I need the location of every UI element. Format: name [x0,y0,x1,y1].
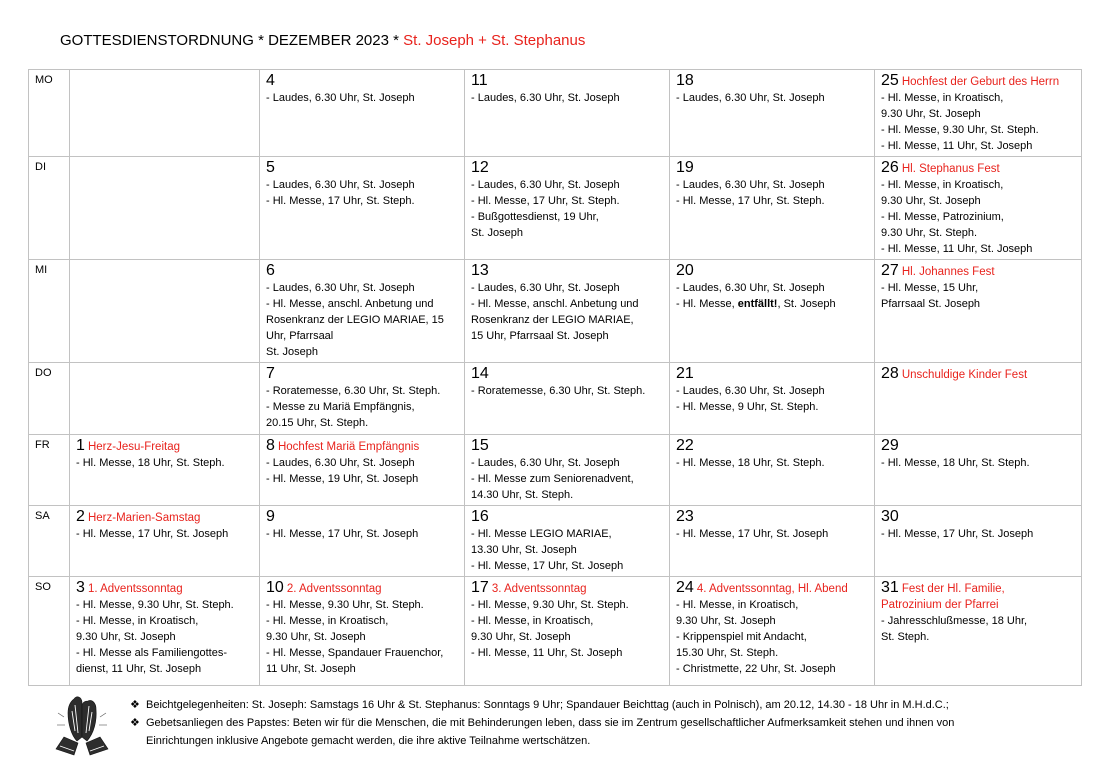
day-number: 16 [471,508,489,525]
footer-item-prayer-cont [130,732,1090,750]
service-entry: 20.15 Uhr, St. Steph. [266,417,369,429]
day-header [471,579,663,597]
day-number: 25 [881,72,899,89]
day-number: 4 [266,72,275,89]
day-cell [70,70,260,157]
day-header [266,365,458,383]
day-cell [465,577,670,686]
day-header [471,72,663,90]
service-entry: - Hl. Messe, 9.30 Uhr, St. Steph. [266,599,424,611]
day-header [76,508,253,526]
service-entry: - Messe zu Mariä Empfängnis, [266,401,415,413]
weekday-label: SA [29,506,70,577]
service-entry: - Hl. Messe, 9.30 Uhr, St. Steph. [881,124,1039,136]
day-number: 5 [266,159,275,176]
day-header [266,159,458,177]
day-number: 11 [471,72,488,89]
day-cell [670,157,875,260]
service-entry: 15 Uhr, Pfarrsaal St. Joseph [471,330,609,342]
service-entry: - Hl. Messe, Patrozinium, [881,211,1004,223]
service-entry: - Hl. Messe, 17 Uhr, St. Joseph [676,528,829,540]
day-header [881,365,1075,383]
calendar-row-mi [29,260,1082,363]
service-entry: 9.30 Uhr, St. Steph. [881,227,978,239]
day-header [76,579,253,597]
diamond-bullet-icon: ❖ [130,699,140,711]
day-cell [875,577,1082,686]
cancelled-label: entfällt! [737,298,778,310]
weekday-label: MI [29,260,70,363]
day-header [676,437,868,455]
day-cell [260,70,465,157]
day-cell [260,506,465,577]
service-entry: - Laudes, 6.30 Uhr, St. Joseph [676,92,825,104]
service-entry: - Hl. Messe, 9 Uhr, St. Steph. [676,401,819,413]
day-cell [70,506,260,577]
day-number: 19 [676,159,694,176]
service-entry-text: - Hl. Messe, [676,298,738,310]
service-entry: - Hl. Messe, 15 Uhr, [881,282,979,294]
day-header [471,365,663,383]
feast-label: 2. Adventssonntag [286,583,382,595]
day-cell [70,577,260,686]
service-entry: - Hl. Messe, in Kroatisch, [881,92,1004,104]
service-entry: - Krippenspiel mit Andacht, [676,631,807,643]
feast-label: Hochfest der Geburt des Herrn [901,76,1060,88]
day-number: 14 [471,365,489,382]
service-entry: - Laudes, 6.30 Uhr, St. Joseph [266,457,415,469]
service-entry: 9.30 Uhr, St. Joseph [266,631,366,643]
day-cell [875,435,1082,506]
day-cell [875,260,1082,363]
day-header [881,437,1075,455]
calendar-row-mo [29,70,1082,157]
day-number: 18 [676,72,694,89]
service-entry: - Hl. Messe, 9.30 Uhr, St. Steph. [471,599,629,611]
service-entry: St. Joseph [266,346,318,358]
service-entry: - Laudes, 6.30 Uhr, St. Joseph [676,179,825,191]
day-header [881,579,1075,597]
service-entry: Uhr, Pfarrsaal [266,330,334,342]
day-number: 3 [76,579,85,596]
service-entry: - Hl. Messe, 11 Uhr, St. Joseph [881,243,1033,255]
service-entry: 11 Uhr, St. Joseph [266,663,356,675]
calendar-row-do [29,363,1082,435]
service-entry: - Hl. Messe zum Seniorenadvent, [471,473,634,485]
service-entry: 9.30 Uhr, St. Joseph [676,615,776,627]
feast-label: Hl. Johannes Fest [901,266,995,278]
service-entry: - Christmette, 22 Uhr, St. Joseph [676,663,836,675]
day-header [266,579,458,597]
day-number: 27 [881,262,899,279]
day-cell [875,506,1082,577]
day-number: 1 [76,437,85,454]
day-header [471,508,663,526]
day-cell [875,363,1082,435]
service-entry: - Laudes, 6.30 Uhr, St. Joseph [266,92,415,104]
service-entry: - Bußgottesdienst, 19 Uhr, [471,211,599,223]
praying-hands-icon [44,693,120,765]
service-entry: - Laudes, 6.30 Uhr, St. Joseph [471,457,620,469]
day-header [676,365,868,383]
day-cell [875,70,1082,157]
day-header [471,262,663,280]
feast-label: 3. Adventssonntag [491,583,587,595]
day-number: 7 [266,365,275,382]
service-entry-text: , St. Joseph [777,298,836,310]
calendar-row-fr [29,435,1082,506]
day-cell [670,363,875,435]
day-cell [260,577,465,686]
calendar-body [29,70,1082,686]
service-entry: - Hl. Messe, 18 Uhr, St. Steph. [76,457,225,469]
service-entry: - Hl. Messe, 17 Uhr, St. Joseph [266,528,419,540]
day-cell [465,157,670,260]
calendar-row-so [29,577,1082,686]
footer-item-confession [130,696,1090,714]
service-entry: 9.30 Uhr, St. Joseph [881,108,981,120]
weekday-label: MO [29,70,70,157]
service-entry: - Hl. Messe, in Kroatisch, [471,615,594,627]
service-entry: - Hl. Messe, 17 Uhr, St. Steph. [676,195,825,207]
day-number: 20 [676,262,694,279]
day-number: 2 [76,508,85,525]
service-entry: 9.30 Uhr, St. Joseph [76,631,176,643]
service-entry: Rosenkranz der LEGIO MARIAE, [471,314,634,326]
day-number: 17 [471,579,489,596]
service-entry: 14.30 Uhr, St. Steph. [471,489,574,501]
day-cell [465,260,670,363]
diamond-bullet-icon: ❖ [130,717,140,729]
service-entry: Rosenkranz der LEGIO MARIAE, 15 [266,314,444,326]
service-entry: - Hl. Messe, Spandauer Frauenchor, [266,647,444,659]
day-header [676,159,868,177]
day-header [266,72,458,90]
weekday-label: DI [29,157,70,260]
day-header [881,508,1075,526]
weekday-label: SO [29,577,70,686]
day-header [881,159,1075,177]
day-number: 6 [266,262,275,279]
footer-notes [130,696,1090,750]
day-cell [670,70,875,157]
day-number: 31 [881,579,899,596]
service-entry: - Hl. Messe, 19 Uhr, St. Joseph [266,473,419,485]
day-number: 12 [471,159,489,176]
day-number: 15 [471,437,489,454]
day-cell [670,577,875,686]
service-entry: - Hl. Messe, in Kroatisch, [266,615,389,627]
day-header [676,579,868,597]
service-entry: - Hl. Messe, 9.30 Uhr, St. Steph. [76,599,234,611]
service-entry: - Hl. Messe, 17 Uhr, St. Joseph [881,528,1034,540]
service-entry: Pfarrsaal St. Joseph [881,298,981,310]
service-entry: - Hl. Messe als Familiengottes- [76,647,227,659]
day-number: 9 [266,508,275,525]
prayer-text-line-1: Gebetsanliegen des Papstes: Beten wir für die Menschen, die mit Behinderungen leben, dass sie im Zentrum gesellschaftlicher Aufmerksamkeit stehen und ihnen von [146,717,955,729]
service-entry: - Hl. Messe, 18 Uhr, St. Steph. [676,457,825,469]
feast-label: Herz-Jesu-Freitag [87,441,180,453]
feast-label-continued: Patrozinium der Pfarrei [881,599,999,611]
day-header [266,508,458,526]
service-entry: - Hl. Messe, 17 Uhr, St. Joseph [76,528,229,540]
day-header [881,72,1075,90]
day-cell [70,363,260,435]
feast-label: 4. Adventssonntag, Hl. Abend [696,583,848,595]
day-header [76,437,253,455]
service-entry: St. Joseph [471,227,523,239]
service-entry: - Hl. Messe, 18 Uhr, St. Steph. [881,457,1030,469]
day-cell [670,506,875,577]
service-entry: - Hl. Messe, 11 Uhr, St. Joseph [881,140,1033,152]
day-cell [670,260,875,363]
service-entry: - Hl. Messe, anschl. Anbetung und [471,298,639,310]
day-number: 24 [676,579,694,596]
day-cell [70,435,260,506]
service-entry: - Hl. Messe, 17 Uhr, St. Joseph [471,560,624,572]
day-cell [670,435,875,506]
day-header [471,437,663,455]
day-cell [260,157,465,260]
service-entry: - Hl. Messe, in Kroatisch, [881,179,1004,191]
service-entry: - Laudes, 6.30 Uhr, St. Joseph [471,179,620,191]
day-number: 13 [471,262,489,279]
calendar-table [28,69,1082,686]
day-number: 23 [676,508,694,525]
service-entry: - Laudes, 6.30 Uhr, St. Joseph [471,92,620,104]
day-header [676,508,868,526]
service-entry: - Roratemesse, 6.30 Uhr, St. Steph. [471,385,646,397]
service-entry: - Laudes, 6.30 Uhr, St. Joseph [676,282,825,294]
day-header [471,159,663,177]
day-cell [260,363,465,435]
day-cell [465,435,670,506]
service-entry: 9.30 Uhr, St. Joseph [881,195,981,207]
feast-label: Hochfest Mariä Empfängnis [277,441,420,453]
day-cell [465,70,670,157]
service-entry: - Hl. Messe, 17 Uhr, St. Steph. [266,195,415,207]
day-number: 22 [676,437,694,454]
confession-text: Beichtgelegenheiten: St. Joseph: Samstags 16 Uhr & St. Stephanus: Sonntags 9 Uhr; Spandauer Beichttag (auch in Polnisch), am 20.12, 14.30 - 18 Uhr in M.H.d.C.; [146,699,949,711]
service-entry: 9.30 Uhr, St. Joseph [471,631,571,643]
day-header [676,72,868,90]
weekday-label: DO [29,363,70,435]
service-entry: - Hl. Messe, in Kroatisch, [76,615,199,627]
day-header [266,262,458,280]
day-number: 10 [266,579,284,596]
day-number: 26 [881,159,899,176]
day-number: 8 [266,437,275,454]
day-cell [465,506,670,577]
prayer-text-line-2: Einrichtungen inklusive Angebote gemacht werden, die ihre aktive Teilnahme wertschätzen. [146,735,591,747]
service-entry: - Laudes, 6.30 Uhr, St. Joseph [266,282,415,294]
day-cell [260,260,465,363]
service-entry: - Laudes, 6.30 Uhr, St. Joseph [471,282,620,294]
day-header [676,262,868,280]
day-header [266,437,458,455]
service-entry: dienst, 11 Uhr, St. Joseph [76,663,202,675]
service-entry: 13.30 Uhr, St. Joseph [471,544,577,556]
service-entry: - Hl. Messe, 11 Uhr, St. Joseph [471,647,623,659]
calendar-row-di [29,157,1082,260]
service-entry: St. Steph. [881,631,930,643]
feast-label: Unschuldige Kinder Fest [901,369,1028,381]
day-number: 28 [881,365,899,382]
day-cell [260,435,465,506]
day-cell [70,157,260,260]
day-number: 29 [881,437,899,454]
day-cell [875,157,1082,260]
day-header [881,262,1075,280]
service-entry: - Hl. Messe, anschl. Anbetung und [266,298,434,310]
feast-label: Herz-Marien-Samstag [87,512,201,524]
title-parishes: St. Joseph + St. Stephanus [403,32,586,49]
feast-label: Hl. Stephanus Fest [901,163,1000,175]
calendar-row-sa [29,506,1082,577]
feast-label: 1. Adventssonntag [87,583,183,595]
footer-item-prayer [130,714,1090,732]
feast-label: Fest der Hl. Familie, [901,583,1005,595]
page-title [60,32,585,49]
service-entry: 15.30 Uhr, St. Steph. [676,647,779,659]
service-entry: - Roratemesse, 6.30 Uhr, St. Steph. [266,385,441,397]
service-entry: - Hl. Messe, in Kroatisch, [676,599,799,611]
service-entry: - Hl. Messe, 17 Uhr, St. Steph. [471,195,620,207]
service-entry: - Hl. Messe LEGIO MARIAE, [471,528,612,540]
day-number: 21 [676,365,694,382]
day-cell [70,260,260,363]
weekday-label: FR [29,435,70,506]
title-main: GOTTESDIENSTORDNUNG * DEZEMBER 2023 * [60,32,399,49]
day-number: 30 [881,508,899,525]
service-entry [676,296,868,312]
day-cell [465,363,670,435]
service-entry: - Laudes, 6.30 Uhr, St. Joseph [676,385,825,397]
service-entry: - Jahresschlußmesse, 18 Uhr, [881,615,1028,627]
service-entry: - Laudes, 6.30 Uhr, St. Joseph [266,179,415,191]
